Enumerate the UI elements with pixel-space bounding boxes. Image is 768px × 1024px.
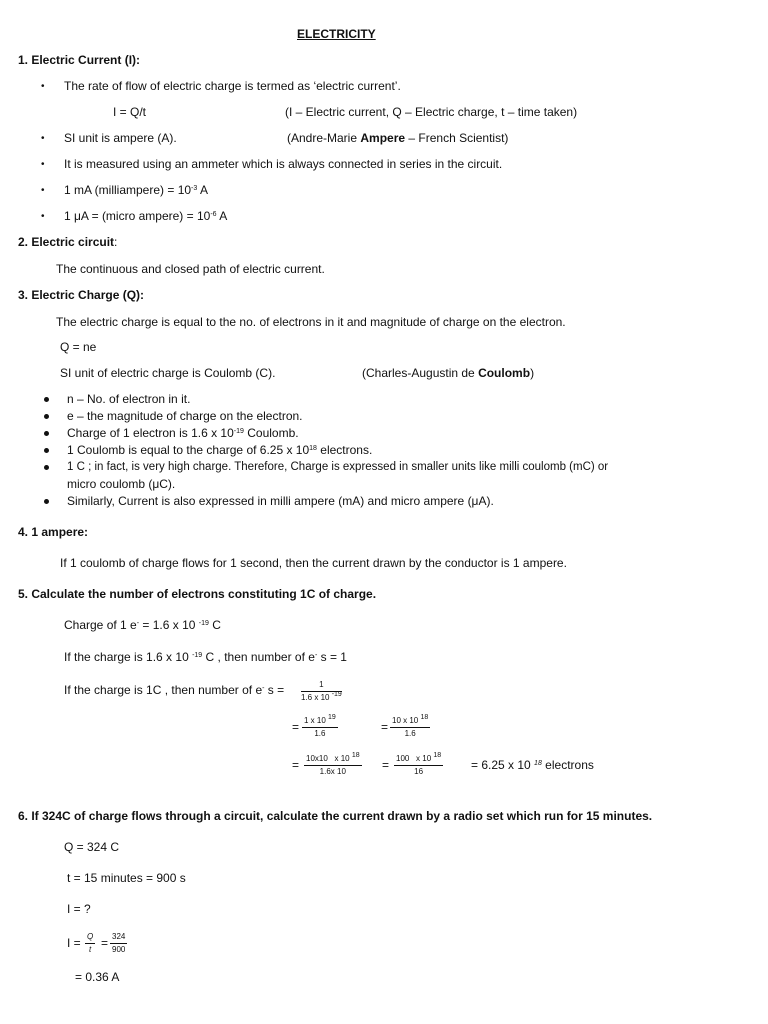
s5-fraction-3: $\frac{10 x 10 ^{18}}{1.6}$: [392, 714, 429, 738]
bullet-icon: •: [41, 133, 45, 144]
s6-line-5: = 0.36 A: [75, 970, 120, 984]
bullet-icon: •: [41, 81, 45, 92]
equals-sign: =: [292, 720, 300, 734]
s1-bullet-2-note: (Andre-Marie Ampere – French Scientist): [287, 131, 509, 145]
s1-formula: I = Q/t: [113, 105, 147, 119]
equals-sign: =: [101, 936, 109, 950]
s6-line-4-prefix: I =: [67, 936, 81, 950]
section-3-heading: 3. Electric Charge (Q):: [18, 288, 145, 302]
s3-si-note: (Charles-Augustin de Coulomb): [362, 366, 535, 380]
s3-bullet-5-line-2: micro coulomb (μC).: [67, 477, 176, 491]
s3-si-unit: SI unit of electric charge is Coulomb (C).: [60, 366, 276, 380]
s3-bullet-4: 1 Coulomb is equal to the charge of 6.25 x $10^{18}$ electrons.: [67, 443, 373, 457]
bullet-icon: •: [41, 159, 45, 170]
s5-fraction-1: $\frac{1}{1.6 x 10 ^{-19}}$: [301, 680, 342, 702]
s3-formula: Q = ne: [60, 340, 97, 354]
bullet-icon: [44, 465, 49, 470]
s5-fraction-2: $\frac{1 x 10 ^{19}}{1.6}$: [304, 714, 336, 738]
s2-text: The continuous and closed path of electric current.: [56, 262, 325, 276]
s3-bullet-2: e – the magnitude of charge on the electron.: [67, 409, 303, 423]
s3-text: The electric charge is equal to the no. of electrons in it and magnitude of charge on the electron.: [56, 315, 566, 329]
section-6-heading: 6. If 324C of charge flows through a circuit, calculate the current drawn by a radio set which run for 15 minutes.: [18, 809, 653, 823]
s1-bullet-5: 1 μA = (micro ampere) = $10^{-6}$ A: [64, 209, 228, 223]
s4-text: If 1 coulomb of charge flows for 1 second, then the current drawn by the conductor is 1 ampere.: [60, 556, 567, 570]
section-1-heading: 1. Electric Current (I):: [18, 53, 141, 67]
section-2-heading: 2. Electric circuit:: [18, 235, 118, 249]
s5-fraction-5: $\frac{100 x 10 ^{18}}{16}$: [396, 752, 442, 776]
s5-result: = 6.25 x 10 $^{18}$ electrons: [471, 758, 594, 772]
equals-sign: =: [292, 758, 300, 772]
bullet-icon: [44, 448, 49, 453]
s3-bullet-6: Similarly, Current is also expressed in milli ampere (mA) and micro ampere (μA).: [67, 494, 494, 508]
s6-fraction-1: $\frac{Q}{t}$: [87, 932, 94, 954]
bullet-icon: •: [41, 211, 45, 222]
equals-sign: =: [381, 720, 389, 734]
s6-line-2: t = 15 minutes = 900 s: [67, 871, 186, 885]
equals-sign: =: [382, 758, 390, 772]
section-5-heading: 5. Calculate the number of electrons constituting 1C of charge.: [18, 587, 377, 601]
s3-bullet-1: n – No. of electron in it.: [67, 392, 191, 406]
s5-line-3: If the charge is 1C , then number of e- s =: [64, 683, 285, 697]
s1-formula-note: (I – Electric current, Q – Electric charge, t – time taken): [285, 105, 578, 119]
s6-line-3: I = ?: [67, 902, 91, 916]
s3-bullet-5-line-1: 1 C ; in fact, is very high charge. Therefore, Charge is expressed in smaller units like milli coulomb (mC) or: [67, 461, 609, 473]
s6-fraction-2: $\frac{324}{900}$: [112, 932, 126, 954]
bullet-icon: [44, 414, 49, 419]
s1-bullet-3: It is measured using an ammeter which is always connected in series in the circuit.: [64, 157, 503, 171]
s1-bullet-1: The rate of flow of electric charge is termed as ‘electric current’.: [64, 79, 401, 93]
bullet-icon: [44, 397, 49, 402]
section-4-heading: 4. 1 ampere:: [18, 525, 89, 539]
bullet-icon: •: [41, 185, 45, 196]
s5-line-1: Charge of 1 e- = 1.6 x 10 $^{-19}$ C: [64, 618, 221, 632]
s1-bullet-4: 1 mA (milliampere) = $10^{-3}$ A: [64, 183, 208, 197]
s3-bullet-3: Charge of 1 electron is 1.6 x $10^{-19}$ Coulomb.: [67, 426, 299, 440]
s6-line-1: Q = 324 C: [64, 840, 120, 854]
s5-line-2: If the charge is 1.6 x 10 $^{-19}$ C , then number of e- s = 1: [64, 650, 347, 664]
s5-fraction-4: $\frac{10x10 x 10 ^{18}}{1.6x 10}$: [306, 752, 360, 776]
bullet-icon: [44, 499, 49, 504]
page-title: ELECTRICITY: [297, 27, 376, 41]
s1-bullet-2: SI unit is ampere (A).: [64, 131, 177, 145]
bullet-icon: [44, 431, 49, 436]
